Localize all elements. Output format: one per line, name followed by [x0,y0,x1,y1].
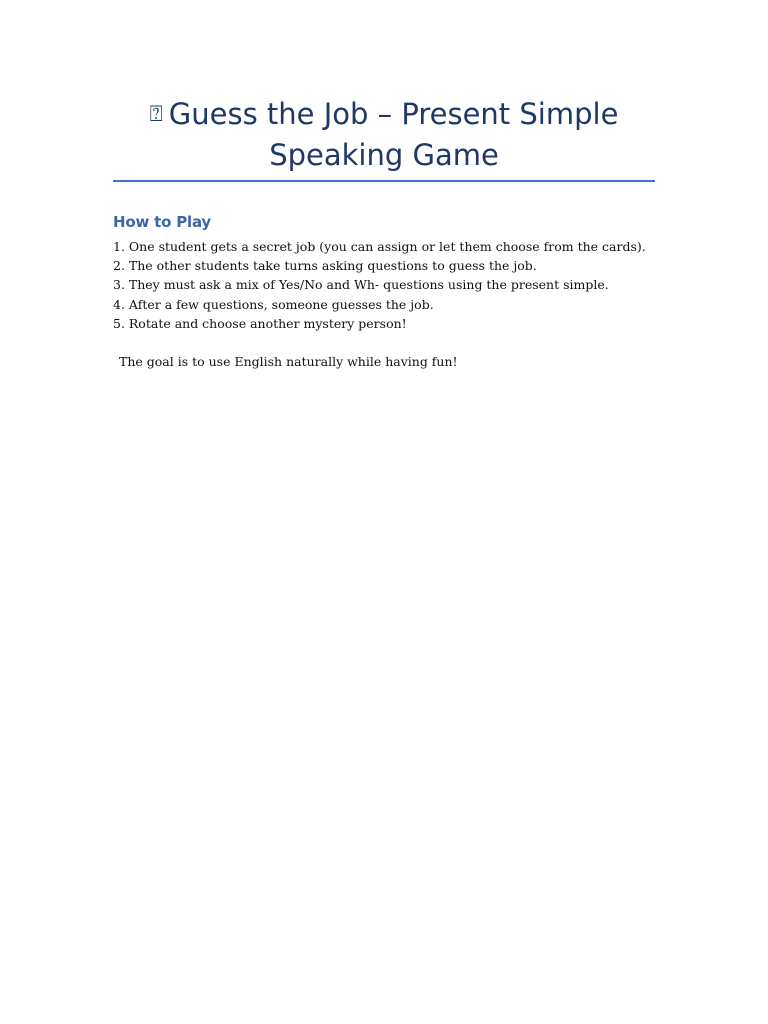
title-underline-rule [113,180,655,182]
missing-glyph-icon: ⍰ [149,102,163,127]
instruction-step: 5. Rotate and choose another mystery person! [113,315,407,331]
title-line-1: Guess the Job – Present Simple [168,97,619,131]
instruction-step: 4. After a few questions, someone guesses the job. [113,296,434,312]
title-line-2: Speaking Game [269,138,499,172]
instruction-step: 1. One student gets a secret job (you can assign or let them choose from the cards). [113,239,646,254]
instruction-step: 2. The other students take turns asking questions to guess the job. [113,258,537,274]
instructions-list [113,237,646,333]
goal-statement: The goal is to use English naturally while having fun! [119,354,458,369]
section-heading-how-to-play: How to Play [113,213,212,231]
document-title [113,94,655,176]
instruction-step: 3. They must ask a mix of Yes/No and Wh- questions using the present simple. [113,277,609,293]
